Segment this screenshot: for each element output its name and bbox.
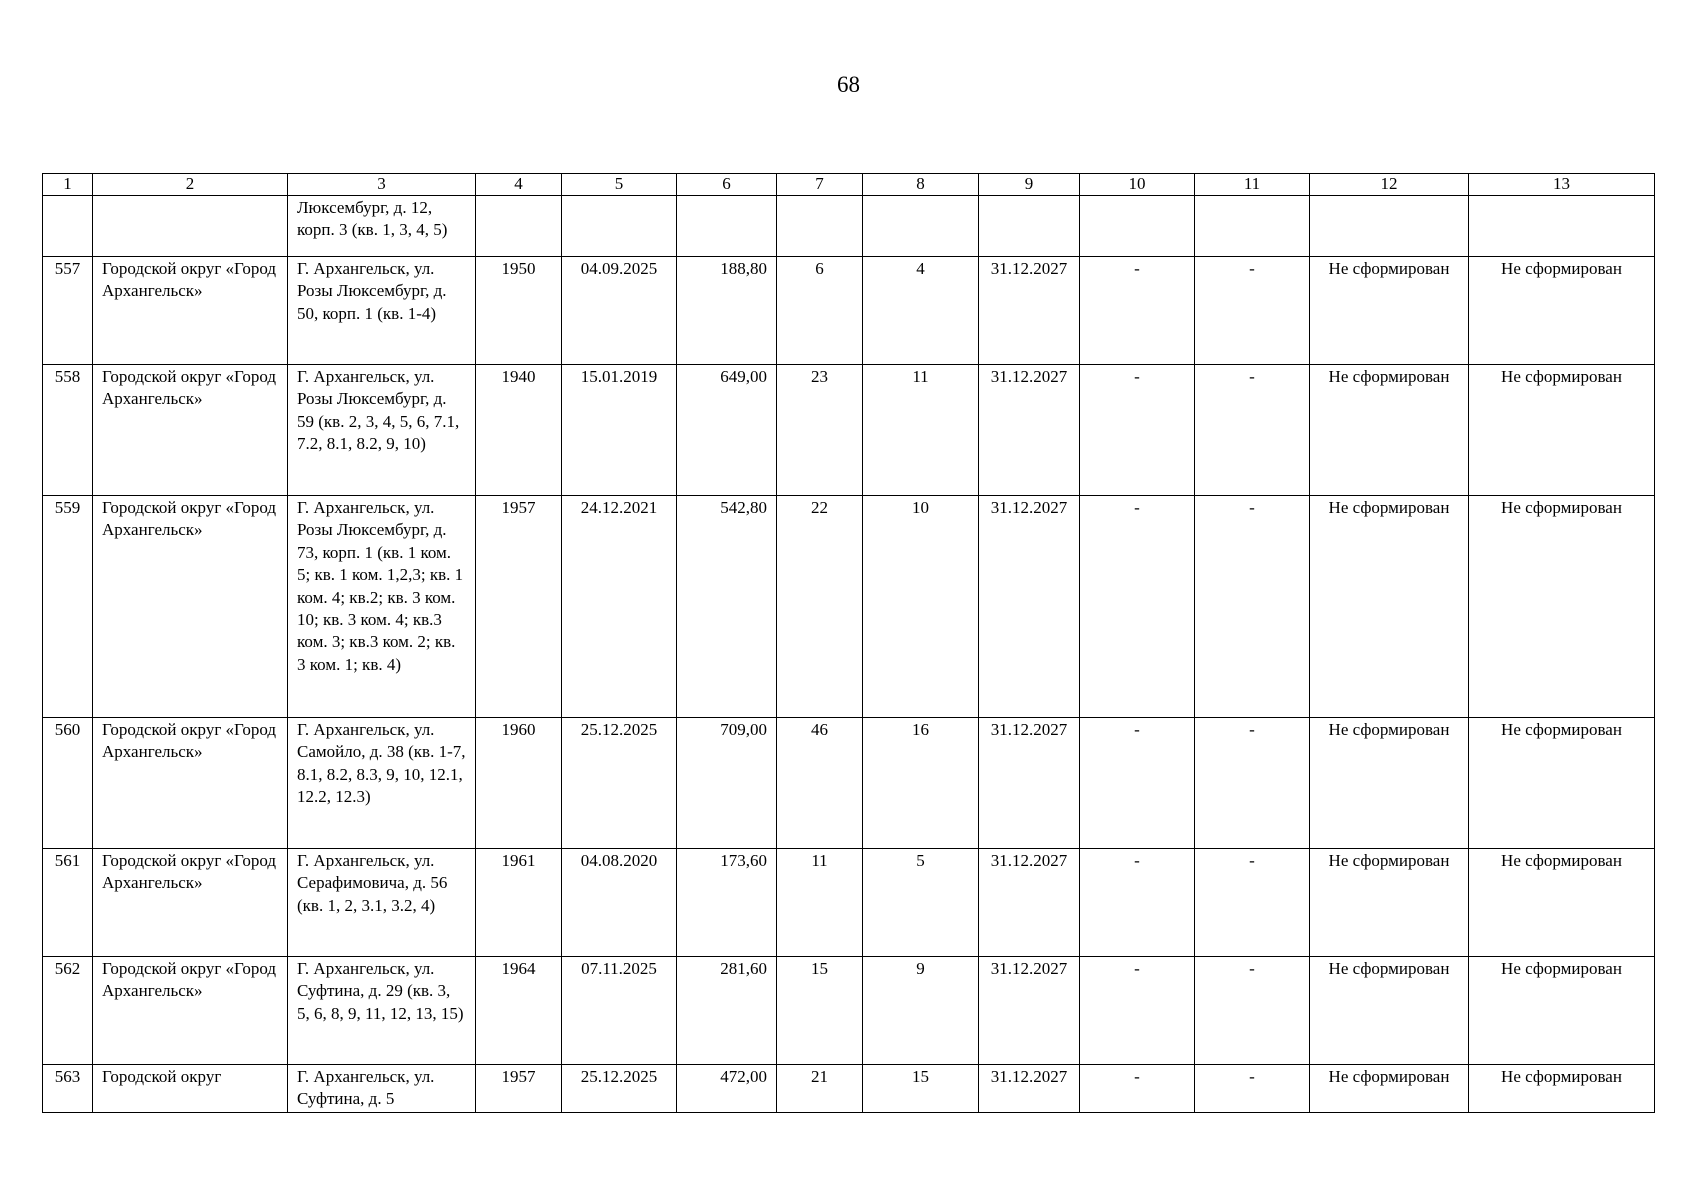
page-number: 68 xyxy=(837,72,860,97)
deadline-cell: 31.12.2027 xyxy=(979,496,1080,718)
column-12-cell: Не сформирован xyxy=(1310,849,1469,957)
column-10-cell: - xyxy=(1080,257,1195,365)
column-11-cell: - xyxy=(1195,849,1310,957)
column-12-cell: Не сформирован xyxy=(1310,718,1469,849)
housing-registry-table xyxy=(42,173,1655,1113)
column-13-cell: Не сформирован xyxy=(1469,257,1655,365)
area-cell: 173,60 xyxy=(677,849,777,957)
column-11-cell: - xyxy=(1195,365,1310,496)
year-cell xyxy=(476,196,562,257)
row-number-cell: 562 xyxy=(43,957,93,1065)
column-header: 6 xyxy=(677,174,777,196)
column-13-cell xyxy=(1469,196,1655,257)
column-13-cell: Не сформирован xyxy=(1469,849,1655,957)
column-header: 13 xyxy=(1469,174,1655,196)
column-header: 1 xyxy=(43,174,93,196)
column-8-cell: 5 xyxy=(863,849,979,957)
column-7-cell: 11 xyxy=(777,849,863,957)
row-number-cell: 560 xyxy=(43,718,93,849)
year-cell: 1940 xyxy=(476,365,562,496)
municipality-cell: Городской округ «Город Архангельск» xyxy=(93,849,288,957)
column-10-cell: - xyxy=(1080,718,1195,849)
date-cell: 04.08.2020 xyxy=(562,849,677,957)
area-cell: 281,60 xyxy=(677,957,777,1065)
column-7-cell: 23 xyxy=(777,365,863,496)
table-row xyxy=(43,257,1655,365)
address-cell: Г. Архангельск, ул. Самойло, д. 38 (кв. 1-7, 8.1, 8.2, 8.3, 9, 10, 12.1, 12.2, 12.3) xyxy=(288,718,476,849)
row-number-cell: 557 xyxy=(43,257,93,365)
column-7-cell: 15 xyxy=(777,957,863,1065)
column-8-cell: 9 xyxy=(863,957,979,1065)
year-cell: 1964 xyxy=(476,957,562,1065)
year-cell: 1960 xyxy=(476,718,562,849)
date-cell: 04.09.2025 xyxy=(562,257,677,365)
address-cell: Г. Архангельск, ул. Розы Люксембург, д. 50, корп. 1 (кв. 1-4) xyxy=(288,257,476,365)
column-10-cell: - xyxy=(1080,496,1195,718)
column-7-cell xyxy=(777,196,863,257)
column-7-cell: 21 xyxy=(777,1065,863,1113)
column-10-cell xyxy=(1080,196,1195,257)
deadline-cell: 31.12.2027 xyxy=(979,849,1080,957)
area-cell: 542,80 xyxy=(677,496,777,718)
municipality-cell: Городской округ «Город Архангельск» xyxy=(93,365,288,496)
table-row xyxy=(43,496,1655,718)
date-cell: 25.12.2025 xyxy=(562,1065,677,1113)
municipality-cell: Городской округ «Город Архангельск» xyxy=(93,257,288,365)
address-cell: Г. Архангельск, ул. Суфтина, д. 5 xyxy=(288,1065,476,1113)
column-header: 4 xyxy=(476,174,562,196)
column-13-cell: Не сформирован xyxy=(1469,365,1655,496)
column-8-cell: 11 xyxy=(863,365,979,496)
column-13-cell: Не сформирован xyxy=(1469,718,1655,849)
date-cell: 24.12.2021 xyxy=(562,496,677,718)
area-cell: 649,00 xyxy=(677,365,777,496)
column-12-cell: Не сформирован xyxy=(1310,257,1469,365)
column-header: 10 xyxy=(1080,174,1195,196)
column-12-cell: Не сформирован xyxy=(1310,365,1469,496)
table-row xyxy=(43,718,1655,849)
date-cell: 25.12.2025 xyxy=(562,718,677,849)
column-header: 3 xyxy=(288,174,476,196)
column-11-cell: - xyxy=(1195,257,1310,365)
row-number-cell: 559 xyxy=(43,496,93,718)
column-10-cell: - xyxy=(1080,957,1195,1065)
table-row xyxy=(43,196,1655,257)
municipality-cell: Городской округ «Город Архангельск» xyxy=(93,957,288,1065)
row-number-cell: 558 xyxy=(43,365,93,496)
column-10-cell: - xyxy=(1080,365,1195,496)
column-12-cell: Не сформирован xyxy=(1310,496,1469,718)
area-cell xyxy=(677,196,777,257)
column-header: 9 xyxy=(979,174,1080,196)
row-number-cell: 561 xyxy=(43,849,93,957)
deadline-cell: 31.12.2027 xyxy=(979,718,1080,849)
column-13-cell: Не сформирован xyxy=(1469,957,1655,1065)
table-row xyxy=(43,365,1655,496)
table-row xyxy=(43,1065,1655,1113)
column-13-cell: Не сформирован xyxy=(1469,496,1655,718)
table-row xyxy=(43,849,1655,957)
year-cell: 1961 xyxy=(476,849,562,957)
column-12-cell xyxy=(1310,196,1469,257)
deadline-cell: 31.12.2027 xyxy=(979,957,1080,1065)
date-cell: 07.11.2025 xyxy=(562,957,677,1065)
area-cell: 188,80 xyxy=(677,257,777,365)
address-cell: Г. Архангельск, ул. Суфтина, д. 29 (кв. 3, 5, 6, 8, 9, 11, 12, 13, 15) xyxy=(288,957,476,1065)
column-7-cell: 6 xyxy=(777,257,863,365)
address-cell: Г. Архангельск, ул. Розы Люксембург, д. 59 (кв. 2, 3, 4, 5, 6, 7.1, 7.2, 8.1, 8.2, 9, 10) xyxy=(288,365,476,496)
municipality-cell: Городской округ xyxy=(93,1065,288,1113)
column-7-cell: 46 xyxy=(777,718,863,849)
column-header: 8 xyxy=(863,174,979,196)
year-cell: 1957 xyxy=(476,1065,562,1113)
column-header: 11 xyxy=(1195,174,1310,196)
column-header: 5 xyxy=(562,174,677,196)
row-number-cell xyxy=(43,196,93,257)
municipality-cell: Городской округ «Город Архангельск» xyxy=(93,496,288,718)
column-8-cell: 15 xyxy=(863,1065,979,1113)
deadline-cell xyxy=(979,196,1080,257)
area-cell: 709,00 xyxy=(677,718,777,849)
column-8-cell: 10 xyxy=(863,496,979,718)
column-8-cell: 16 xyxy=(863,718,979,849)
date-cell xyxy=(562,196,677,257)
municipality-cell: Городской округ «Город Архангельск» xyxy=(93,718,288,849)
column-8-cell: 4 xyxy=(863,257,979,365)
column-10-cell: - xyxy=(1080,849,1195,957)
column-13-cell: Не сформирован xyxy=(1469,1065,1655,1113)
column-header: 12 xyxy=(1310,174,1469,196)
deadline-cell: 31.12.2027 xyxy=(979,1065,1080,1113)
address-cell: Люксембург, д. 12, корп. 3 (кв. 1, 3, 4, 5) xyxy=(288,196,476,257)
date-cell: 15.01.2019 xyxy=(562,365,677,496)
deadline-cell: 31.12.2027 xyxy=(979,257,1080,365)
column-7-cell: 22 xyxy=(777,496,863,718)
column-header: 7 xyxy=(777,174,863,196)
deadline-cell: 31.12.2027 xyxy=(979,365,1080,496)
column-header: 2 xyxy=(93,174,288,196)
column-11-cell: - xyxy=(1195,496,1310,718)
column-number-header-row xyxy=(43,174,1655,196)
area-cell: 472,00 xyxy=(677,1065,777,1113)
address-cell: Г. Архангельск, ул. Розы Люксембург, д. 73, корп. 1 (кв. 1 ком. 5; кв. 1 ком. 1,2,3; кв. 1 ком. 4; кв.2; кв. 3 ком. 10; кв. 3 ком. 4; кв.3 ком. 3; кв.3 ком. 2; кв. 3 ком. 1; кв. 4) xyxy=(288,496,476,718)
year-cell: 1950 xyxy=(476,257,562,365)
address-cell: Г. Архангельск, ул. Серафимовича, д. 56 (кв. 1, 2, 3.1, 3.2, 4) xyxy=(288,849,476,957)
column-12-cell: Не сформирован xyxy=(1310,1065,1469,1113)
row-number-cell: 563 xyxy=(43,1065,93,1113)
column-11-cell: - xyxy=(1195,957,1310,1065)
municipality-cell xyxy=(93,196,288,257)
table-row xyxy=(43,957,1655,1065)
column-11-cell: - xyxy=(1195,718,1310,849)
column-10-cell: - xyxy=(1080,1065,1195,1113)
column-8-cell xyxy=(863,196,979,257)
column-12-cell: Не сформирован xyxy=(1310,957,1469,1065)
column-11-cell xyxy=(1195,196,1310,257)
year-cell: 1957 xyxy=(476,496,562,718)
column-11-cell: - xyxy=(1195,1065,1310,1113)
